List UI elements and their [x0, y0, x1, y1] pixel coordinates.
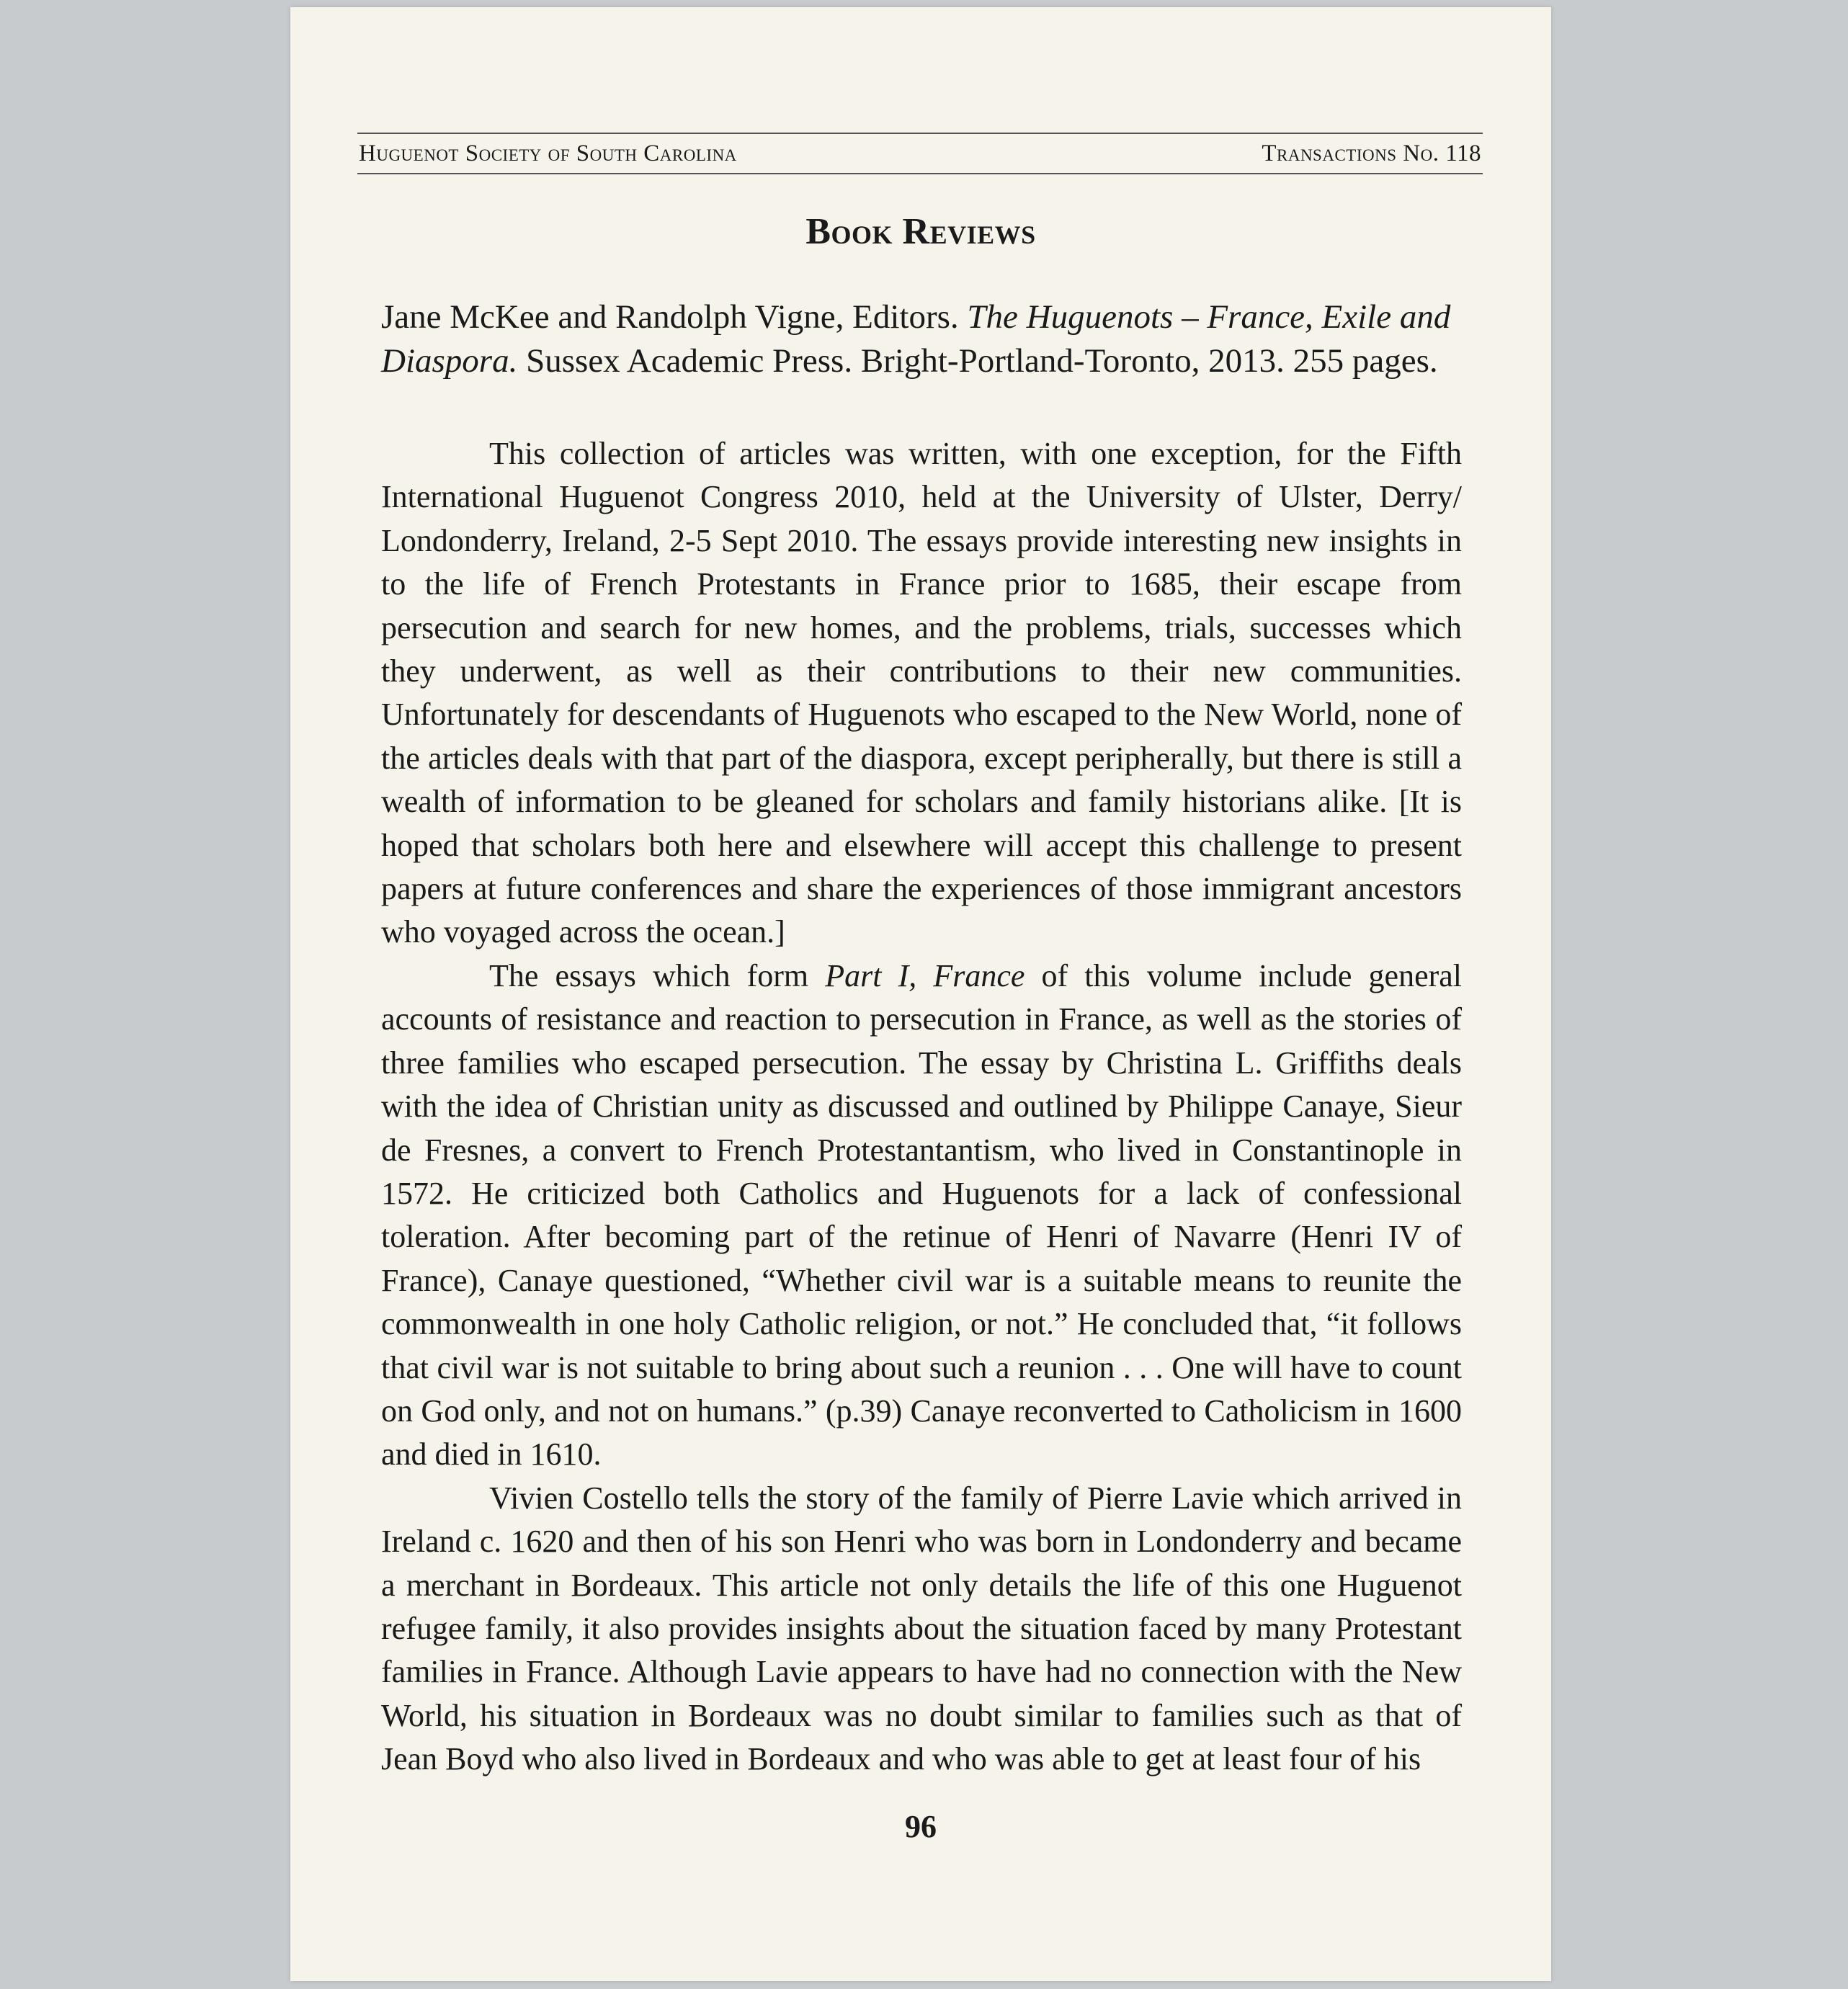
paragraph-text: The essays which form — [489, 957, 809, 993]
paragraph-text: of this volume include general accounts of resistance and reaction to persecution in France, as well as the stories of three families who escaped persecution. The essay by Christina L. Griffiths deals with the idea of Christian unity as discussed and outlined by Philippe Canaye, Sieur de Fresnes, a convert to French Protestantantism, who lived in Constantinople in 1572. He criticized both Catholics and Huguenots for a lack of confessional toleration. After becoming part of the retinue of Henri of Navarre (Henri IV of France), Canaye questioned, “Whether civil war is a suitable means to reunite the commonwealth in one holy Catholic religion, or not.” He concluded that, “it follows that civil war is not suitable to bring about such a reunion . . . One will have to count on God only, and not on humans.” (p.39) Canaye reconverted to Catholicism in 1600 and died in 1610. — [381, 957, 1463, 1472]
review-body — [381, 432, 1462, 1782]
page-number: 96 — [905, 1809, 937, 1844]
paragraph-emphasis: Part I, France — [825, 957, 1025, 993]
citation-publisher: Sussex Academic Press. Bright-Portland-Toronto, 2013. 255 pages. — [526, 342, 1438, 380]
document-page — [290, 7, 1551, 1981]
paragraph — [381, 955, 1462, 1477]
citation-editors: Jane McKee and Randolph Vigne, Editors. — [381, 298, 959, 336]
paragraph: This collection of articles was written, with one exception, for the Fifth International Huguenot Congress 2010, held at the University of Ulster, Derry/ Londonderry, Ireland, 2-5 Sept 2010. The essays provide interesting new insights in to the life of French Protestants in France prior to 1685, their escape from persecution and search for new homes, and the problems, trials, successes which they underwent, as well as their contributions to their new communities. Unfortunately for descendants of Huguenots who escaped to the New World, none of the articles deals with that part of the diaspora, except peripherally, but there is still a wealth of information to be gleaned for scholars and family historians alike. [It is hoped that scholars both here and elsewhere will accept this challenge to present papers at future conferences and share the experiences of those immigrant ancestors who voyaged across the ocean.] — [381, 436, 1462, 950]
paragraph: Vivien Costello tells the story of the family of Pierre Lavie which arrived in Ireland c. 1620 and then of his son Henri who was born in Londonderry and became a merchant in Bordeaux. This article not only details the life of this one Huguenot refugee family, it also provides insights about the situation faced by many Protestant families in France. Although Lavie appears to have had no connection with the New World, his situation in Bordeaux was no doubt similar to families such as that of Jean Boyd who also lived in Bordeaux and who was able to get at least four of his — [381, 1480, 1462, 1777]
running-head-society: Huguenot Society of South Carolina — [359, 140, 737, 166]
section-title: Book Reviews — [805, 211, 1036, 252]
book-citation — [381, 295, 1462, 383]
running-head-issue: Transactions No. 118 — [1262, 140, 1481, 166]
running-head — [357, 133, 1483, 174]
citation-book-title: The Huguenots – France, Exile and Diaspora. — [381, 298, 1451, 380]
